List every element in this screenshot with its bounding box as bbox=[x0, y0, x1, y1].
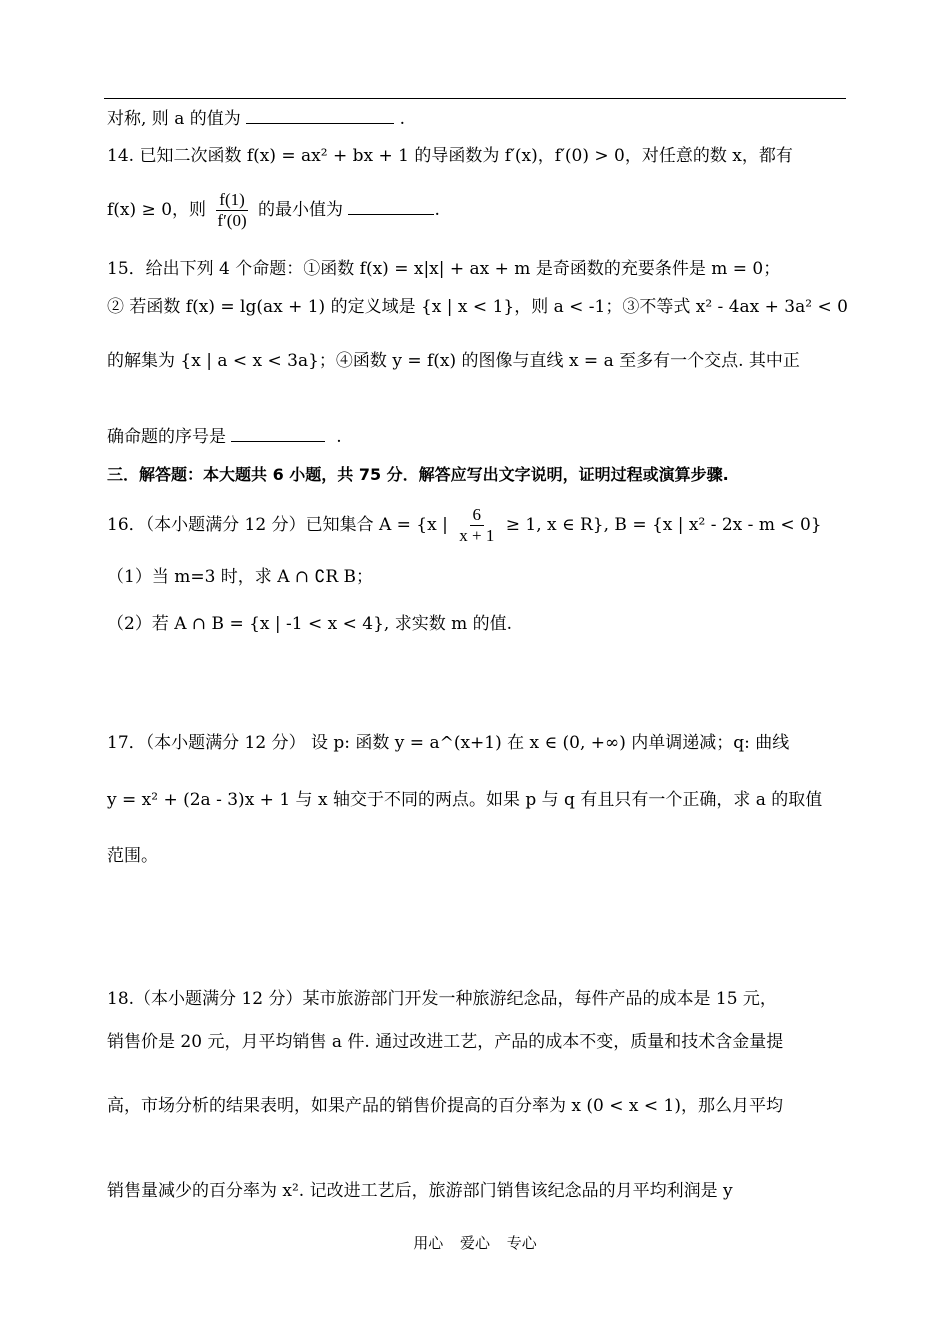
q16-suffix: ≥ 1, x ∈ R}, B = {x | x² - 2x - m < 0} bbox=[505, 515, 822, 535]
q15-line4: 确命题的序号是 . bbox=[107, 427, 342, 447]
q15-line2: ② 若函数 f(x) = lg(ax + 1) 的定义域是 {x | x < 1}，则 a < -1；③不等式 x² - 4ax + 3a² < 0 bbox=[107, 297, 848, 317]
q14-frac-den: f′(0) bbox=[217, 211, 247, 230]
q14-line2: f(x) ≥ 0，则 $\frac{f(1)}{f'(0)}$ 的最小值为 . bbox=[107, 190, 440, 230]
q14-fraction bbox=[214, 190, 249, 231]
q17-line1: 17．（本小题满分 12 分） 设 p: 函数 y = a^(x+1) 在 x ∈ (0, +∞) 内单调递减；q: 曲线 bbox=[107, 733, 790, 753]
q15-line4-text: 确命题的序号是 bbox=[107, 427, 226, 447]
q18-line4: 销售量减少的百分率为 x². 记改进工艺后，旅游部门销售该纪念品的月平均利润是 y bbox=[107, 1181, 733, 1201]
q18-line2: 销售价是 20 元，月平均销售 a 件. 通过改进工艺，产品的成本不变，质量和技术含金量提 bbox=[107, 1032, 784, 1052]
page-footer bbox=[0, 1232, 950, 1253]
q17-line2: y = x² + (2a - 3)x + 1 与 x 轴交于不同的两点。如果 p 与 q 有且只有一个正确，求 a 的取值 bbox=[107, 790, 823, 810]
q18-line1: 18.（本小题满分 12 分）某市旅游部门开发一种旅游纪念品，每件产品的成本是 15 元， bbox=[107, 989, 777, 1009]
header-rule bbox=[104, 98, 846, 99]
answer-blank bbox=[246, 107, 394, 124]
q18-line3: 高，市场分析的结果表明，如果产品的销售价提高的百分率为 x (0 < x < 1)，那么月平均 bbox=[107, 1096, 783, 1116]
q16-frac-den: x + 1 bbox=[459, 526, 495, 545]
q16-prefix: 16．（本小题满分 12 分）已知集合 A = {x | bbox=[107, 515, 448, 535]
prev-question-text: 对称, 则 a 的值为 bbox=[107, 109, 241, 129]
q16-fraction bbox=[456, 505, 497, 546]
q16-line1 bbox=[107, 505, 822, 546]
section-heading: 三．解答题：本大题共 6 小题，共 75 分．解答应写出文字说明，证明过程或演算步骤. bbox=[107, 465, 729, 484]
q14-suffix: 的最小值为 bbox=[258, 200, 344, 220]
q16-part2: （2）若 A ∩ B = {x | -1 < x < 4}, 求实数 m 的值. bbox=[107, 614, 513, 634]
q15-line1: 15．给出下列 4 个命题：①函数 f(x) = x|x| + ax + m 是奇函数的充要条件是 m = 0； bbox=[107, 259, 781, 279]
q16-part1: （1）当 m=3 时，求 A ∩ ∁R B； bbox=[107, 567, 374, 587]
q16-frac-num: 6 bbox=[470, 505, 485, 526]
q14-frac-num: f(1) bbox=[216, 190, 247, 211]
footer-text-2: 爱心 bbox=[459, 1234, 490, 1252]
footer-text-3: 专心 bbox=[506, 1234, 537, 1252]
q17-line3: 范围。 bbox=[107, 846, 158, 866]
answer-blank bbox=[348, 198, 434, 215]
answer-blank bbox=[231, 425, 325, 442]
q14-prefix: f(x) ≥ 0，则 bbox=[107, 200, 207, 220]
q15-line3: 的解集为 {x | a < x < 3a}；④函数 y = f(x) 的图像与直线 x = a 至多有一个交点. 其中正 bbox=[107, 351, 800, 371]
footer-text-1: 用心 bbox=[413, 1234, 444, 1252]
prev-question-tail: 对称, 则 a 的值为 . bbox=[107, 109, 405, 129]
q14-line1: 14. 已知二次函数 f(x) = ax² + bx + 1 的导函数为 f′(x)，f′(0) > 0，对任意的数 x，都有 bbox=[107, 146, 793, 166]
